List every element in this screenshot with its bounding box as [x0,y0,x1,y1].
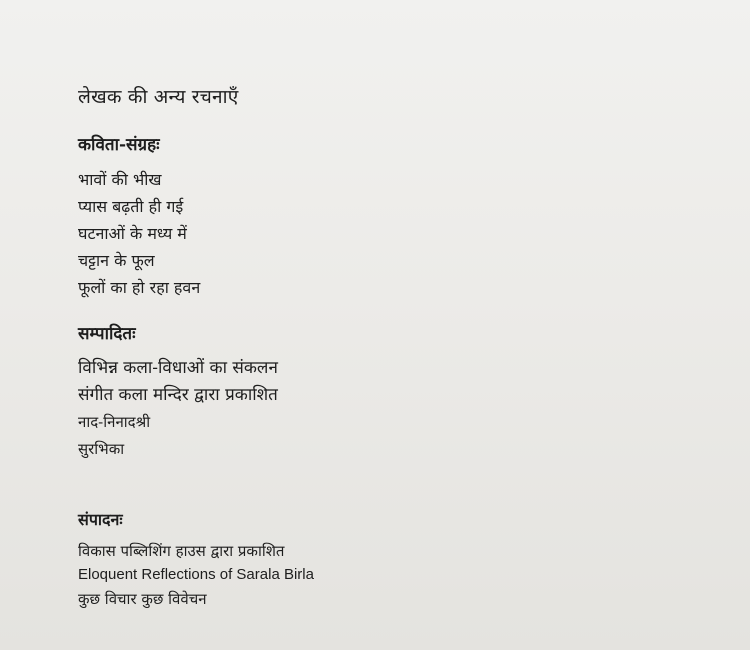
list-item: Eloquent Reflections of Sarala Birla [78,566,314,583]
section-editing [78,512,710,611]
list-item: कुछ विचार कुछ विवेचन [78,590,207,608]
section-title: सम्पादितः [78,324,136,344]
list-item: घटनाओं के मध्य में [78,224,187,243]
page-heading: लेखक की अन्य रचनाएँ [78,86,239,108]
list-item: संगीत कला मन्दिर द्वारा प्रकाशित [78,385,278,405]
list-item: विकास पब्लिशिंग हाउस द्वारा प्रकाशित [78,542,285,560]
list-item: फूलों का हो रहा हवन [78,278,201,297]
section-title: कविता-संग्रहः [78,135,160,155]
list-item: सुरभिका [78,440,125,458]
section-edited [78,326,710,463]
list-item: विभिन्न कला-विधाओं का संकलन [78,358,278,378]
list-item: चट्टान के फूल [78,251,155,270]
list-item: प्यास बढ़ती ही गई [78,197,184,216]
section-poetry-collections [78,137,710,301]
list-item: भावों की भीख [78,170,162,189]
section-title: संपादनः [78,510,123,529]
list-item: नाद-निनादश्री [78,413,151,431]
